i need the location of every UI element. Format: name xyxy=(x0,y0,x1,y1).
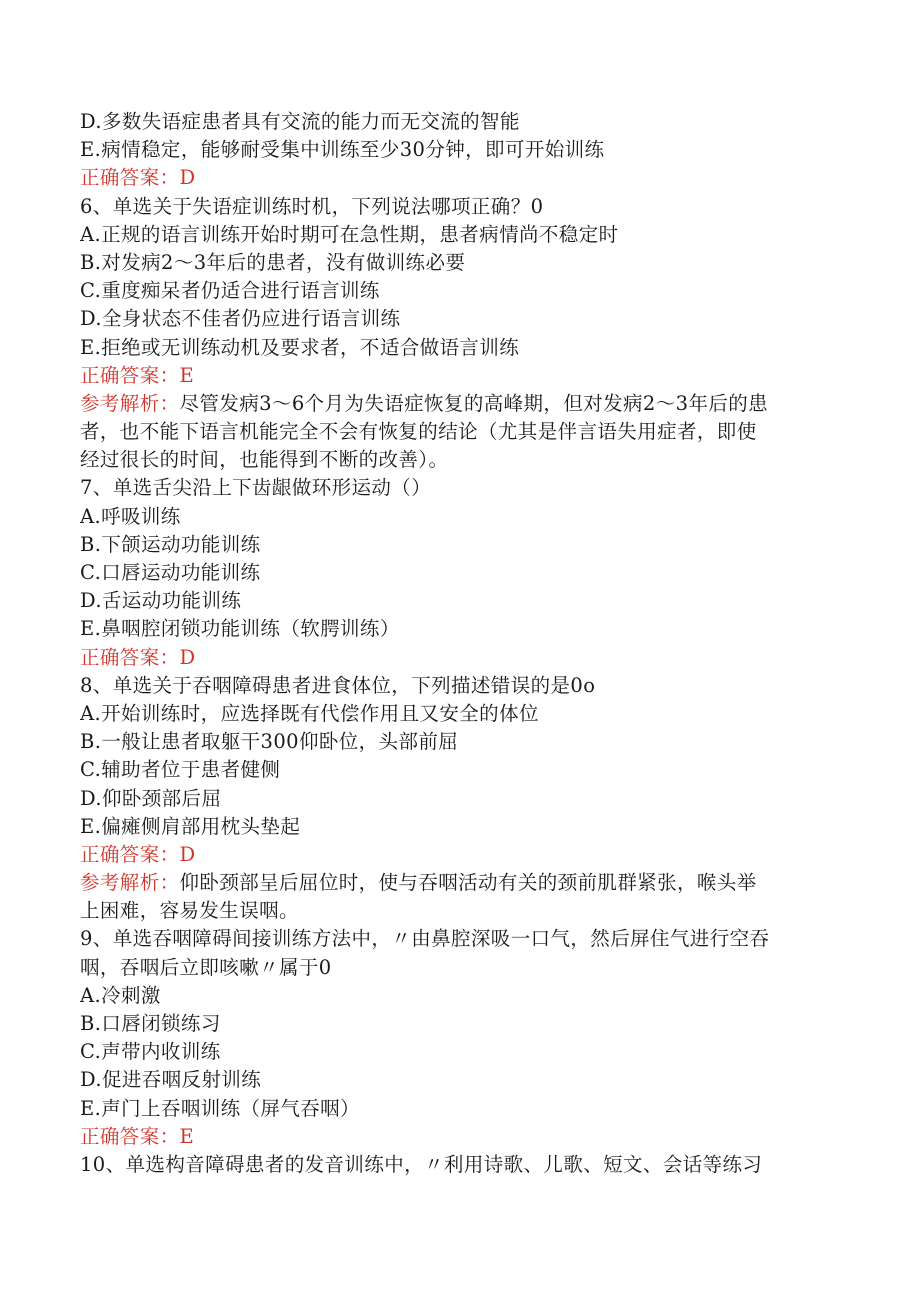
option-e: E.声门上吞咽训练（屏气吞咽） xyxy=(80,1096,360,1120)
option-d: D.仰卧颈部后屈 xyxy=(80,786,222,810)
option-b: B.下颌运动功能训练 xyxy=(80,532,261,556)
explanation-line xyxy=(80,869,840,897)
option-b: B.一般让患者取躯干300仰卧位，头部前屈 xyxy=(80,730,459,754)
question-stem: 10、单选构音障碍患者的发音训练中，〃利用诗歌、儿歌、短文、会话等练习 xyxy=(80,1152,763,1176)
question-stem: 6、单选关于失语症训练时机，下列说法哪项正确？0 xyxy=(80,194,544,218)
option-b: B.口唇闭锁练习 xyxy=(80,1012,221,1035)
option-c: C.重度痴呆者仍适合进行语言训练 xyxy=(80,279,380,303)
option-b: B.对发病2～3年后的患者，没有做训练必要 xyxy=(80,250,466,274)
option-a: A.呼吸训练 xyxy=(80,504,181,528)
option-e: E.鼻咽腔闭锁功能训练（软腭训练） xyxy=(80,617,400,641)
explanation-text: 尽管发病3～6个月为失语症恢复的高峰期，但对发病2～3年后的患 xyxy=(179,391,769,415)
option-d: D.舌运动功能训练 xyxy=(80,589,242,613)
option-d: D.全身状态不佳者仍应进行语言训练 xyxy=(80,307,401,331)
correct-answer: 正确答案：D xyxy=(80,166,196,190)
document-page xyxy=(80,108,840,1179)
option-a: A.正规的语言训练开始时期可在急性期，患者病情尚不稳定时 xyxy=(80,222,619,246)
question-stem: 咽，吞咽后立即咳嗽〃属于0 xyxy=(80,955,332,979)
correct-answer: 正确答案：D xyxy=(80,842,196,866)
question-stem: 9、单选吞咽障碍间接训练方法中，〃由鼻腔深吸一口气，然后屏住气进行空吞 xyxy=(80,927,770,951)
option-e: E.拒绝或无训练动机及要求者，不适合做语言训练 xyxy=(80,335,520,359)
option-c: C.辅助者位于患者健侧 xyxy=(80,758,281,782)
option-c: C.声带内收训练 xyxy=(80,1040,221,1064)
explanation-line: 经过很长的时间，也能得到不断的改善）。 xyxy=(80,448,449,472)
option-a: A.开始训练时，应选择既有代偿作用且又安全的体位 xyxy=(80,701,539,725)
correct-answer: 正确答案：D xyxy=(80,645,196,669)
option-a: A.冷刺激 xyxy=(80,983,161,1007)
explanation-label: 参考解析： xyxy=(80,391,180,415)
explanation-line xyxy=(80,390,840,418)
question-stem: 8、单选关于吞咽障碍患者进食体位，下列描述错误的是0o xyxy=(80,673,596,697)
text-line: E.病情稳定，能够耐受集中训练至少30分钟，即可开始训练 xyxy=(80,138,605,162)
explanation-line: 者，也不能下语言机能完全不会有恢复的结论（尤其是伴言语失用症者，即使 xyxy=(80,420,757,444)
option-e: E.偏瘫侧肩部用枕头垫起 xyxy=(80,814,301,838)
explanation-label: 参考解析： xyxy=(80,871,180,895)
question-stem: 7、单选舌尖沿上下齿龈做环形运动（） xyxy=(80,476,432,500)
explanation-line: 上困难，容易发生误咽。 xyxy=(80,899,299,923)
correct-answer: 正确答案：E xyxy=(80,1124,195,1148)
option-d: D.促进吞咽反射训练 xyxy=(80,1068,262,1092)
explanation-text: 仰卧颈部呈后屈位时，使与吞咽活动有关的颈前肌群紧张，喉头举 xyxy=(179,871,757,895)
option-c: C.口唇运动功能训练 xyxy=(80,561,261,584)
correct-answer: 正确答案：E xyxy=(80,363,195,387)
text-line: D.多数失语症患者具有交流的能力而无交流的智能 xyxy=(80,110,520,133)
